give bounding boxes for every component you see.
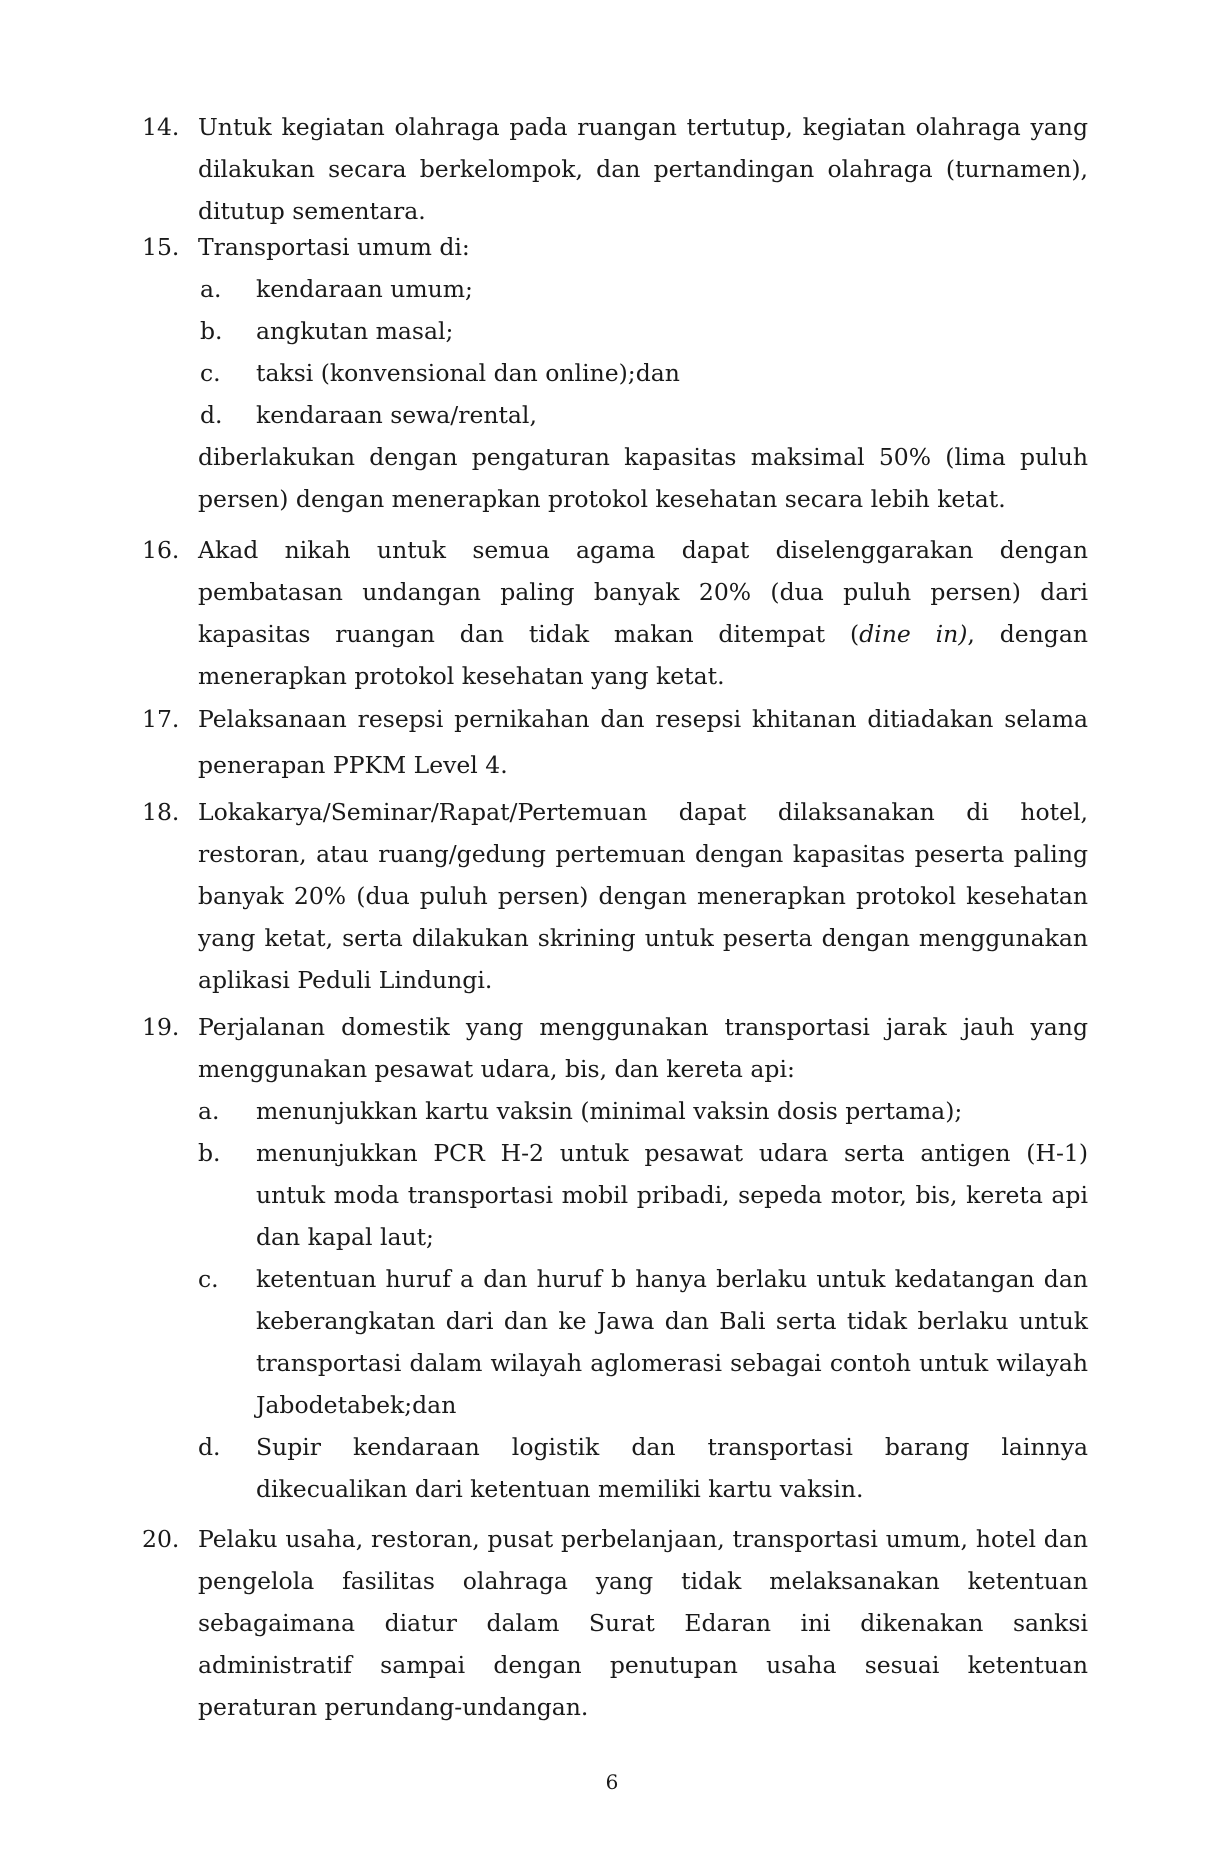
item-text-part: , dengan menerapkan protokol kesehatan yang ketat. <box>198 620 1088 690</box>
sub-item-b <box>198 1132 1088 1258</box>
item-number: 14. <box>142 113 180 141</box>
sub-item-text: taksi (konvensional dan online);dan <box>256 359 680 387</box>
sub-item-letter: a. <box>198 1097 220 1125</box>
item-text-line: Pelaksanaan resepsi pernikahan dan resepsi khitanan ditiadakan selama <box>198 705 1088 733</box>
list-item-18 <box>142 791 1088 1001</box>
sub-item-text: Supir kendaraan logistik dan transportasi barang lainnya dikecualikan dari ketentuan memiliki kartu vaksin. <box>256 1433 1088 1503</box>
item-number: 15. <box>142 233 180 261</box>
item-text-italic: dine in) <box>859 620 968 648</box>
list-item-15 <box>142 226 1088 520</box>
item-number: 16. <box>142 536 180 564</box>
item-text: Untuk kegiatan olahraga pada ruangan tertutup, kegiatan olahraga yang dilakukan secara berkelompok, dan pertandingan olahraga (turnamen), ditutup sementara. <box>198 113 1088 225</box>
sub-item-text: kendaraan umum; <box>256 275 473 303</box>
list-item-19 <box>142 1006 1088 1510</box>
item-text: Perjalanan domestik yang menggunakan transportasi jarak jauh yang menggunakan pesawat udara, bis, dan kereta api: <box>198 1013 1088 1083</box>
item-number: 19. <box>142 1013 180 1041</box>
sub-item-letter: c. <box>200 359 221 387</box>
sub-item-letter: d. <box>200 401 223 429</box>
item-text-line: penerapan PPKM Level 4. <box>198 751 508 779</box>
item-text: Pelaku usaha, restoran, pusat perbelanjaan, transportasi umum, hotel dan pengelola fasilitas olahraga yang tidak melaksanakan ketentuan sebagaimana diatur dalam Surat Edaran ini dikenakan sanksi administratif sampai dengan penutupan usaha sesuai ketentuan peraturan perundang-undangan. <box>198 1525 1088 1721</box>
sub-item-letter: d. <box>198 1433 221 1461</box>
page-number: 6 <box>605 1770 619 1794</box>
sub-item-text: angkutan masal; <box>256 317 454 345</box>
item-text-part: Akad nikah untuk semua agama dapat diselenggarakan dengan pembatasan undangan paling banyak 20% (dua puluh persen) dari kapasitas ruangan dan tidak makan ditempat ( <box>198 536 1088 648</box>
item-number: 20. <box>142 1525 180 1553</box>
sub-item-letter: a. <box>200 275 222 303</box>
item-text <box>198 529 1088 697</box>
sub-item-text: kendaraan sewa/rental, <box>256 401 537 429</box>
list-item-14 <box>142 106 1088 232</box>
sub-item-letter: b. <box>198 1139 221 1167</box>
item-text: Lokakarya/Seminar/Rapat/Pertemuan dapat dilaksanakan di hotel, restoran, atau ruang/gedung pertemuan dengan kapasitas peserta paling banyak 20% (dua puluh persen) dengan menerapkan protokol kesehatan yang ketat, serta dilakukan skrining untuk peserta dengan menggunakan aplikasi Peduli Lindungi. <box>198 798 1088 994</box>
list-item-20 <box>142 1518 1088 1728</box>
sub-item-b <box>198 310 1088 352</box>
sub-item-c <box>198 1258 1088 1426</box>
list-item-17 <box>142 698 1088 786</box>
sub-item-text: menunjukkan PCR H-2 untuk pesawat udara serta antigen (H-1) untuk moda transportasi mobil pribadi, sepeda motor, bis, kereta api dan kapal laut; <box>256 1139 1088 1251</box>
sub-item-a <box>198 1090 1088 1132</box>
sub-item-text: menunjukkan kartu vaksin (minimal vaksin dosis pertama); <box>256 1097 963 1125</box>
list-item-16 <box>142 529 1088 697</box>
item-number: 17. <box>142 705 180 733</box>
item-text: Transportasi umum di: <box>198 233 470 261</box>
sub-item-text: ketentuan huruf a dan huruf b hanya berlaku untuk kedatangan dan keberangkatan dari dan ke Jawa dan Bali serta tidak berlaku untuk transportasi dalam wilayah aglomerasi sebagai contoh untuk wilayah Jabodetabek;dan <box>256 1265 1088 1419</box>
sub-item-d <box>198 1426 1088 1510</box>
sub-item-d <box>198 394 1088 436</box>
sub-item-a <box>198 268 1088 310</box>
sub-item-letter: c. <box>198 1265 219 1293</box>
sub-item-c <box>198 352 1088 394</box>
item-tail-text: diberlakukan dengan pengaturan kapasitas maksimal 50% (lima puluh persen) dengan menerapkan protokol kesehatan secara lebih ketat. <box>198 443 1088 513</box>
sub-item-letter: b. <box>200 317 223 345</box>
item-number: 18. <box>142 798 180 826</box>
